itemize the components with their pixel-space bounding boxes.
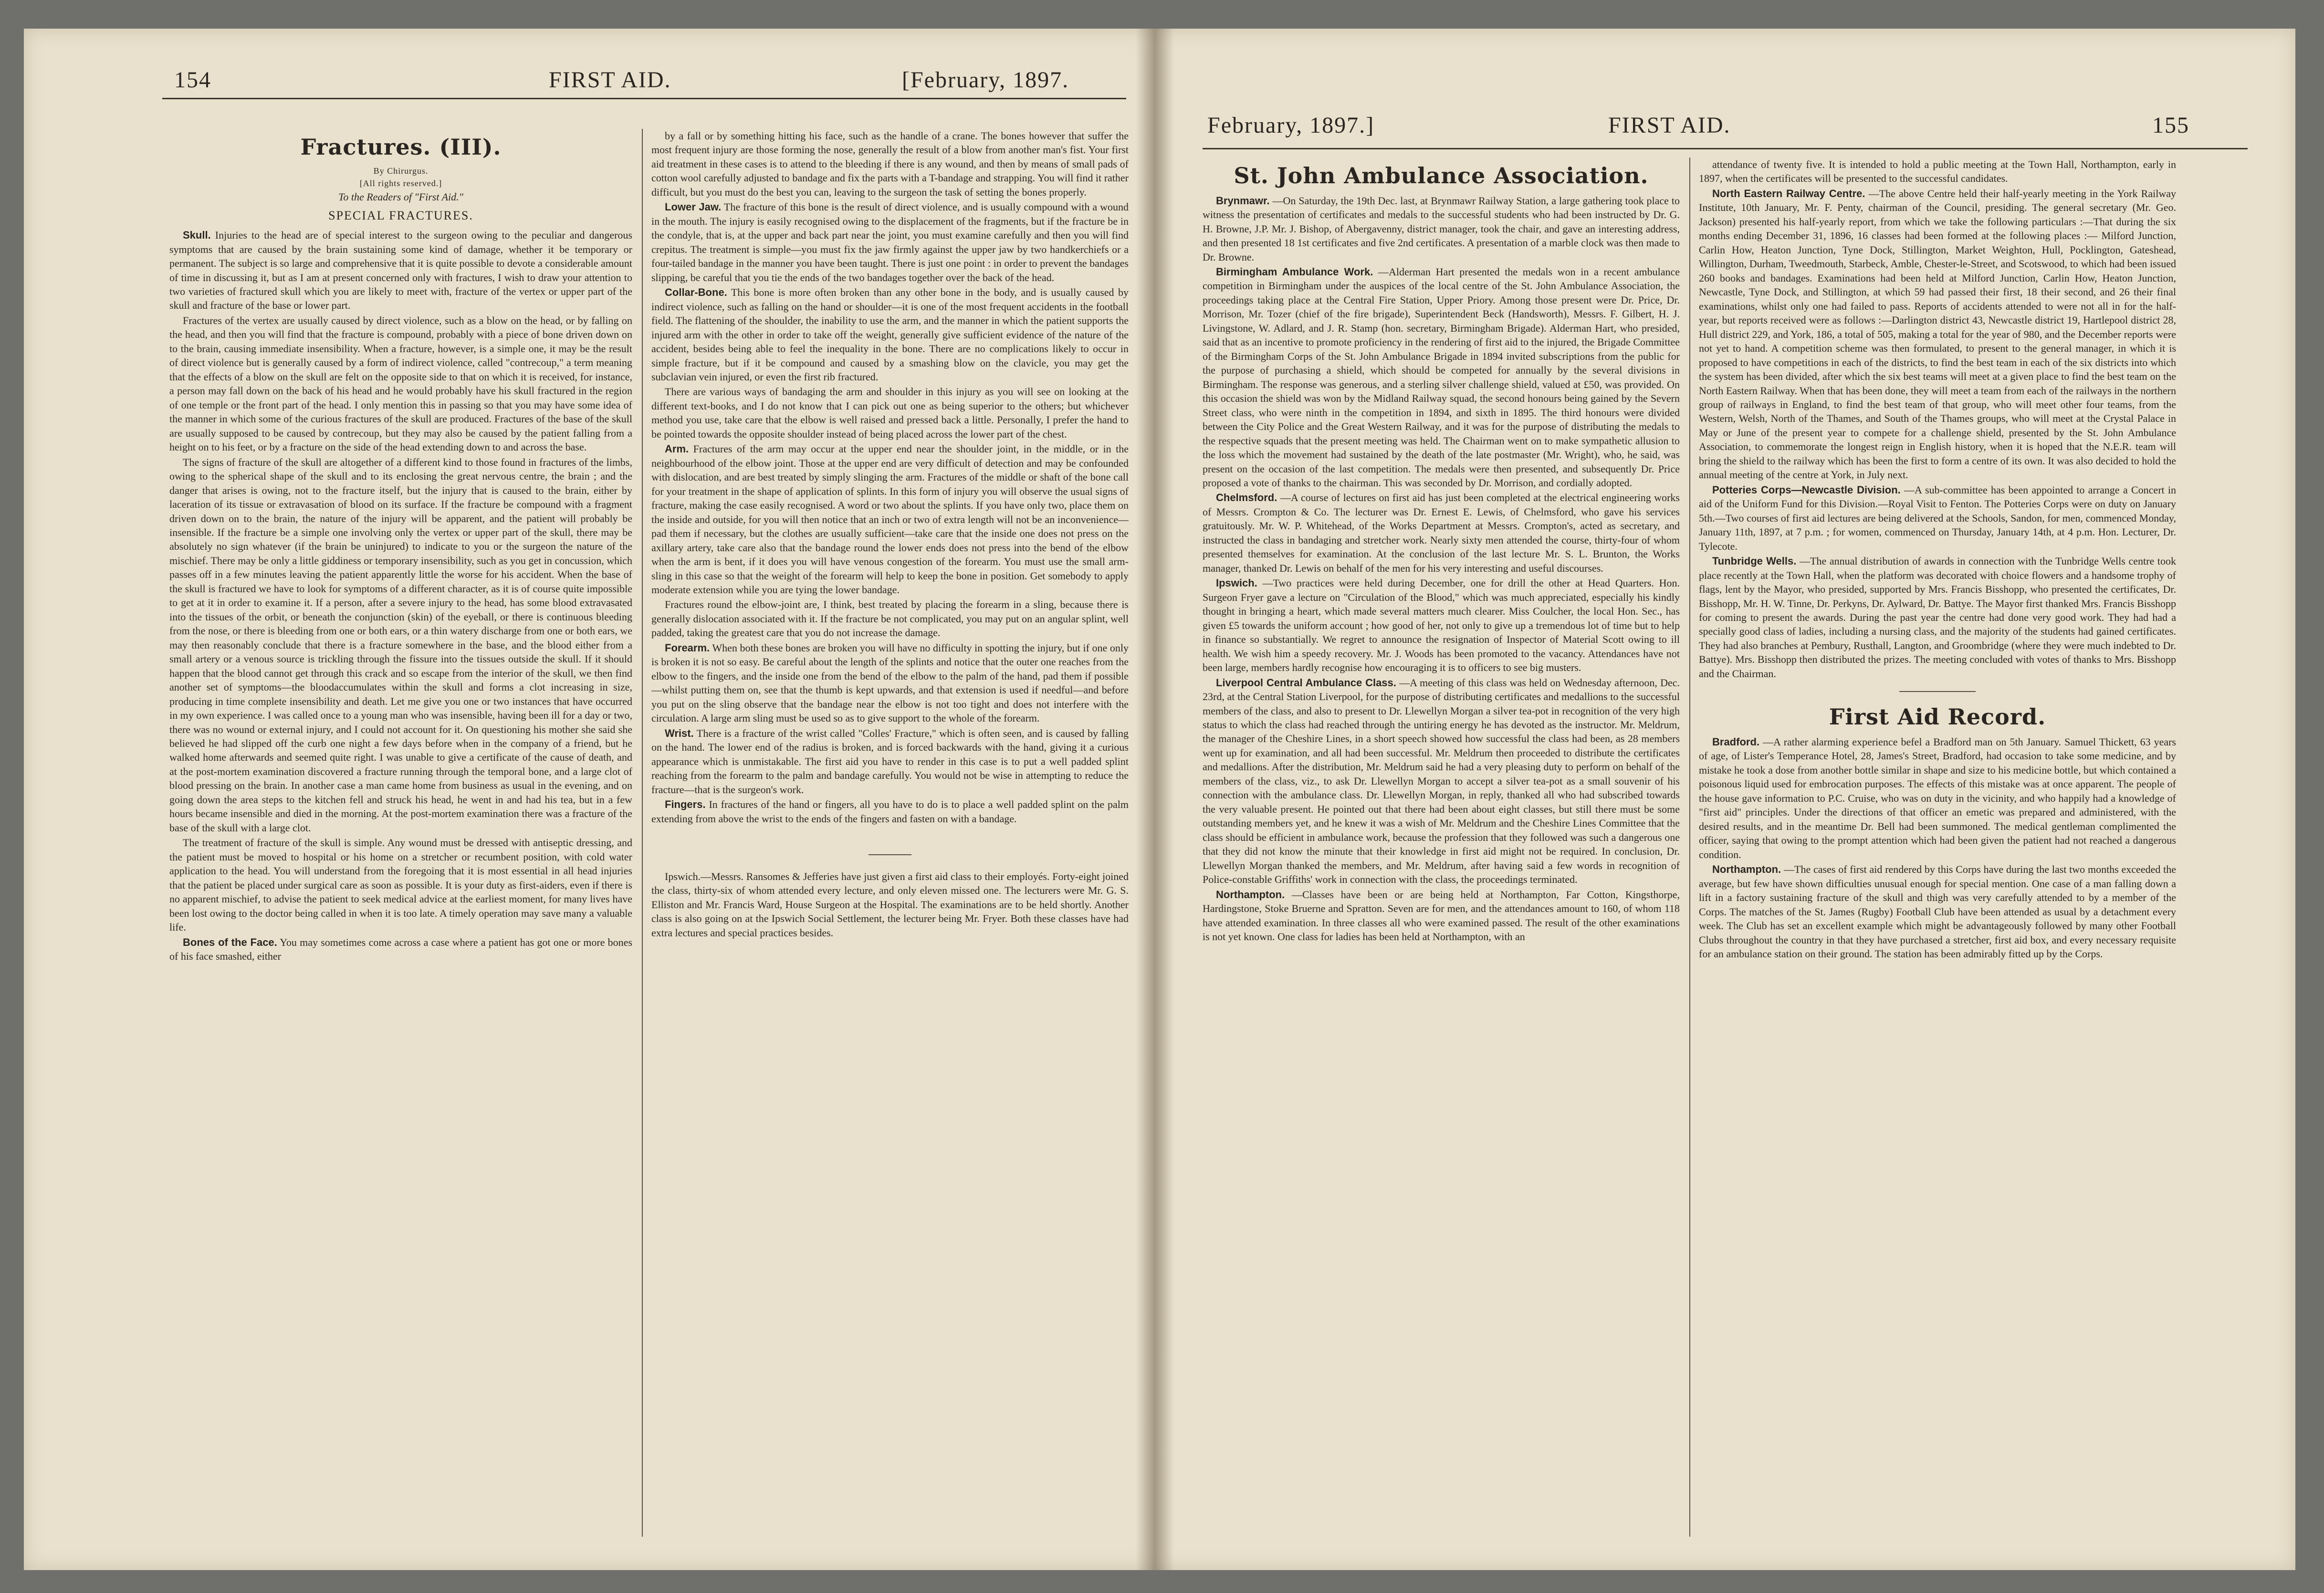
paragraph xyxy=(169,314,632,454)
paragraph-text: —The above Centre held their half-yearly meeting in the York Railway Institute, 10th January, Mr. F. Penty, chairman of the Council, presiding. The general secretary (Mr. Geo. Jackson) presented his half-yearly report, from which we take the following particulars :—That during the six months ending December 31, 1896, 16 classes had been formed at the following places :— Milford Junction, Carlin How, Heaton Junction, Tyne Dock, Stillington, Market Weighton, Hull, Pocklington, Gateshead, Willington, Durham, Tweedmouth, Starbeck, Amble, Chester-le-Street, and Scotswood, to which had been issued 260 books and bandages. Examinations had been held at Milford Junction, Carlin How, Heaton Junction, Newcastle, Tyne Dock, and Stillington, at which 59 had passed their first, 18 their second, and 26 their final examinations, whilst only one had failed to pass. Reports of accidents attended to were not all in for the half-year, but reports received were as follows :—Darlington district 43, Newcastle district 19, Hartlepool district 28, Hull district 229, and York, 186, a total of 505, making a total for the year of 980, and the December reports were not yet to hand. A competition scheme was then formulated, to present to the general manager, in which it is proposed to have competitions in each of the districts, to find the best team in each of the six districts into which the system has been divided, after which the six best teams will meet at a given place to find the best team on the North Eastern Railway. When that has been done, they will meet a team from each of the railways in the northern group of railways in England, to find the best team of that group, who will meet other four teams, from the Western, Welsh, North of the Thames, and South of the Thames groups, who will meet at the Crystal Palace in May or June of the present year to compete for a challenge shield, presented by the St. John Ambulance Association, to commemorate the longest reign in English history, when it is hoped that the N.E.R. team will bring the shield to the railway which has been the first to form a centre of its own. It was also decided to hold the annual meeting of the centre at York, in July next. xyxy=(1699,187,2176,481)
paragraph-lead: Tunbridge Wells. xyxy=(1712,555,1797,567)
paragraph xyxy=(651,200,1129,284)
paragraph xyxy=(651,870,1129,940)
paragraph-lead: Forearm. xyxy=(665,641,710,654)
paragraph-text: —Alderman Hart presented the medals won in a recent ambulance competition in Birmingham under the auspices of the local centre of the St. John Ambulance Association, the proceedings taking place at the Central Fire Station, Upper Priory. Among those present were Dr. Price, Dr. Morrison, Mr. Tozer (chief of the fire brigade), Superintendent Beck (Handsworth), Messrs. F. Gilbert, H. J. Livingstone, W. Adlard, and J. R. Stamp (hon. secretary, Birmingham Brigade). Alderman Hart, who presided, said that as an incentive to promote proficiency in the rendering of first aid to the injured, the Brigade Committee of the Birmingham Corps of the St. John Ambulance Brigade in 1894 invited subscriptions from the public for the purpose of purchasing a shield, which should be competed for annually by the several divisions in Birmingham. The response was generous, and a sterling silver challenge shield, valued at £50, was provided. On this occasion the shield was won by the Midland Railway squad, the second honours being gained by the Severn Street class, who were ninth in the competition in 1894, and sixth in 1895. The third honours were divided between the City Police and the Great Western Railway, and it was for the purpose of distributing the medals to the respective squads that the present meeting was held. The Chairman went on to make sympathetic allusion to the loss which the movement had sustained by the death of the late postmaster (Mr. Wright), who, he said, was present on the occasion of the last competition. The medals were then presented, and subsequently Dr. Price proposed a vote of thanks to the chairman. This was seconded by Dr. Morrison, and cordially adopted. xyxy=(1203,265,1680,489)
paragraph-text: The treatment of fracture of the skull is simple. Any wound must be dressed with antiseptic dressing, and the patient must be moved to hospital or his home on a stretcher or recumbent position, with cold water application to the head. You will understand from the foregoing that it is most essential in all head injuries that the patient be placed under surgical care as soon as possible. It is your duty as first-aiders, even if there is no apparent mischief, to advise the patient to seek medical advice at the earliest moment, for many lives have been lost owing to the doctor being called in when it is too late. A timely operation may save many a valuable life. xyxy=(169,837,632,933)
paragraph-text: The fracture of this bone is the result of direct violence, and is usually compound with a wound in the mouth. The injury is easily recognised owing to the displacement of the fragments, but if the fracture be in the condyle, that is, at the upper and back part near the joint, you must examine carefully and then you will find crepitus. The treatment is simple—you must fix the jaw firmly against the upper jaw by two handkerchiefs or a four-tailed bandage in the manner you have been taught. There is just one point : in order to prevent the bandages slipping, be careful that you tie the ends of the two bandages together over the back of the head. xyxy=(651,201,1129,283)
paragraph xyxy=(1699,157,2176,186)
paragraph-lead: Fingers. xyxy=(665,798,706,811)
paragraph xyxy=(169,228,632,313)
article-rights: [All rights reserved.] xyxy=(359,178,442,188)
paragraph xyxy=(169,935,632,964)
paragraph xyxy=(1699,862,2176,961)
paragraph xyxy=(169,836,632,934)
paragraph-text: Fractures of the arm may occur at the upper end near the shoulder joint, in the middle, or in the neighbourhood of the elbow joint. Those at the upper end are very difficult of detection and may be confounded with dislocation, and are best treated by simply slinging the arm. Fractures of the middle or shaft of the bone call for your treatment in the shape of application of splints. In this form of injury you will observe the usual signs of fracture, making the case easily recognised. A word or two about the splints. If you have only two, place them on the inside and outside, for you will then notice that an inch or two of extra length will not be an inconvenience—pad them if necessary, but the clothes are usually sufficient—take care that the inside one does not press on the axillary artery, take care also that the bandage round the lower ends does not press into the bend of the elbow when the arm is bent, if it does you will have venous congestion of the forearm. You must use the small arm-sling in this case so that the weight of the forearm will help to keep the bone in position. Get somebody to apply moderate extension while you are tying the lower bandage. xyxy=(651,443,1129,596)
paragraph-text: Ipswich.—Messrs. Ransomes & Jefferies have just given a first aid class to their employés. Forty-eight joined the class, thirty-six of whom attended every lecture, and only eleven missed one. The lecturers were Mr. G. S. Elliston and Mr. Francis Ward, House Surgeon at the Hospital. The examinations are to be held shortly. Another class is also going on at the Ipswich Social Settlement, the lecturer being Mr. Fryer. Both these classes have had extra lectures and special practices besides. xyxy=(651,870,1129,939)
paragraph-lead: Ipswich. xyxy=(1216,577,1257,589)
right-running-title: FIRST AID. xyxy=(1608,113,1731,138)
paragraph xyxy=(169,455,632,835)
paragraph-text: When both these bones are broken you will have no difficulty in spotting the injury, but if one only is broken it is not so easy. Be careful about the length of the splints and notice that the outer one reaches from the elbow to the fingers, and the inside one from the bend of the elbow to the palm of the hand, pad them if possible—whilst putting them on, see that the thumb is kept upwards, and that extension is used if needful—and before you put on the sling observe that the bandage near the elbow is not too tight and does not interfere with the circulation. A large arm sling must be used so as to give support to the whole of the forearm. xyxy=(651,641,1129,724)
paragraph-text: Fractures of the vertex are usually caused by direct violence, such as a blow on the head, or by falling on the head, and then you will find that the fracture is compound, probably with a piece of bone driven down on to the brain, causing immediate insensibility. When a fracture, however, is a simple one, it may be the result of direct violence but is generally caused by a form of indirect violence, called "contrecoup," a term meaning that the effects of a blow on the skull are felt on the opposite side to that on which it is received, for instance, a person may fall down on the back of his head and he would probably have his skull fractured in the region of one temple or the front part of the head. I only mention this in passing so that you may have some idea of the manner in which some of the curious fractures of the skull are produced. Fractures of the base of the skull are usually supposed to be caused by contrecoup, but they may also be caused by the patient falling from a height on to his feet, or by a fracture on the side of the head extending down to and across the base. xyxy=(169,314,632,453)
right-column-2 xyxy=(1699,157,2176,1541)
paragraph xyxy=(1203,194,1680,264)
left-column-divider xyxy=(642,129,643,1537)
paragraph-lead: North Eastern Railway Centre. xyxy=(1712,187,1865,199)
paragraph-text: There is a fracture of the wrist called "Colles' Fracture," which is often seen, and is caused by falling on the hand. The lower end of the radius is broken, and is forced backwards with the hand, giving it a curious appearance which is unmistakable. The first aid you have to render in this case is to put a well padded splint reaching from the forearm to the palm and bandage carefully. You would not be wise in attempting to reduce the fracture—that is the surgeon's work. xyxy=(651,727,1129,796)
paragraph xyxy=(1203,265,1680,490)
paragraph xyxy=(1203,576,1680,674)
left-header-rule xyxy=(162,98,1126,99)
paragraph xyxy=(1203,676,1680,887)
paragraph-lead: Chelmsford. xyxy=(1216,492,1277,504)
right-column-2-body xyxy=(1699,157,2176,961)
paragraph xyxy=(651,129,1129,199)
right-date: February, 1897.] xyxy=(1207,113,1375,138)
paragraph-text: —A sub-committee has been appointed to arrange a Concert in aid of the Uniform Fund for this Division.—Royal Visit to Fenton. The Potteries Corps were on duty on January 5th.—Two courses of first aid lectures are being delivered at the Schools, Sandon, for men, commenced Monday, January 11th, 1897, at 7 p.m. ; for women, commenced on Thursday, January 14th, at 4 p.m. Hon. Lecturer, Dr. Tylecote. xyxy=(1699,483,2176,552)
paragraph xyxy=(1699,483,2176,553)
paragraph-lead: Potteries Corps—Newcastle Division. xyxy=(1712,483,1901,496)
paragraph xyxy=(1699,735,2176,861)
paragraph-lead: Birmingham Ambulance Work. xyxy=(1216,265,1373,278)
paragraph xyxy=(651,442,1129,597)
paragraph-text: You may sometimes come across a case where a patient has got one or more bones of his face smashed, either xyxy=(169,936,632,963)
paragraph-text: —The cases of first aid rendered by this Corps have during the last two months exceeded the average, but few have shown difficulties unusual enough for special mention. One case of a man falling down a lift in a factory sustaining fracture of the skull and thigh was very carefully attended to by a member of the Corps. The matches of the St. James (Rugby) Football Club have been attended as usual by a detachment every week. The Club has set an excellent example which might be advantageously followed by many other Football Clubs throughout the country in that they have purchased a stretcher, first aid box, and every necessary requisite for an ambulance station on their ground. The station has been admirably fitted up by the Corps. xyxy=(1699,863,2176,960)
paragraph-lead: Bones of the Face. xyxy=(183,936,277,948)
left-running-title: FIRST AID. xyxy=(549,67,671,93)
book-gutter xyxy=(1136,29,1174,1570)
section-title: St. John Ambulance Association. xyxy=(1234,163,1649,189)
left-column-1-body xyxy=(169,228,632,963)
paragraph-lead: Skull. xyxy=(183,229,211,241)
right-header-rule xyxy=(1203,148,2248,149)
paragraph-text: attendance of twenty five. It is intended to hold a public meeting at the Town Hall, Northampton, early in 1897, when the certificates will be presented to the successful candidates. xyxy=(1699,158,2176,185)
left-page-number: 154 xyxy=(174,67,211,93)
paragraph-text: Fractures round the elbow-joint are, I think, best treated by placing the forearm in a sling, because there is generally dislocation associated with it. If the fracture be not complicated, you may put on an angular splint, well padded, taking the greatest care that you do not increase the damage. xyxy=(651,598,1129,639)
section-heading: First Aid Record. xyxy=(1829,704,2046,730)
divider-rule xyxy=(869,854,911,855)
paragraph-lead: Lower Jaw. xyxy=(665,201,722,213)
paragraph xyxy=(1203,491,1680,575)
left-date: [February, 1897. xyxy=(902,67,1069,93)
left-column-2 xyxy=(651,129,1129,1541)
paragraph-text: —Two practices were held during December, one for drill the other at Head Quarters. Hon. Surgeon Fryer gave a lecture on "Circulation of the Blood," which was much appreciated, especially his kindly thought in bringing a heart, which made several matters much clearer. Miss Coulcher, the local Hon. Sec., has given £5 towards the uniform account ; how good of her, not only to give up a tremendous lot of time but to help in finance so substantially. We regret to announce the resignation of Inspector of Material Scott owing to ill health. We wish him a speedy recovery. Mr. J. Woods has been promoted to the vacancy. Attendances have not been large, members hardly recognise how encouraging it is to officers to see big musters. xyxy=(1203,577,1680,674)
right-column-1 xyxy=(1203,157,1680,1541)
paragraph-lead: Northampton. xyxy=(1712,863,1781,876)
paragraph-text: —A course of lectures on first aid has just been completed at the electrical engineering works of Messrs. Crompton & Co. The lecturer was Dr. Ernest E. Lewis, of Chelmsford, who gave his services gratuitously. Mr. W. P. Whitehead, of the Works Department at Messrs. Crompton's, acted as secretary, and instructed the class in bandaging and stretcher work. Nearly sixty men attended the course, thirty-four of whom presented themselves for examination. At the conclusion of the last lecture Mr. S. L. Brunton, the Works manager, thanked Dr. Lewis on behalf of the men for his very interesting and useful discourses. xyxy=(1203,492,1680,574)
right-column-divider xyxy=(1689,157,1690,1537)
paragraph-text: In fractures of the hand or fingers, all you have to do is to place a well padded splint on the palm extending from above the wrist to the ends of the fingers and fasten on with a bandage. xyxy=(651,798,1129,825)
paragraph xyxy=(651,285,1129,384)
paragraph xyxy=(1699,554,2176,681)
paragraph-lead: Bradford. xyxy=(1712,735,1759,748)
paragraph-lead: Wrist. xyxy=(665,727,694,739)
paragraph-text: The signs of fracture of the skull are altogether of a different kind to those found in fractures of the limbs, owing to the spherical shape of the skull and to its enclosing the great nervous centre, the brain ; and the danger that arises is owing, not to the fracture itself, but the injury that is caused to the brain, either by laceration of its tissue or extravasation of blood on its surface. If the fracture be compound with a fragment driven down on to the brain, the nature of the injury will be apparent, and the patient will probably be insensible. If the fracture be a simple one involving only the vertex or upper part of the skull, there may be absolutely no sign whatever (if the brain be uninjured) to indicate to you or the surgeon the nature of the mischief. There may be only a little giddiness or temporary insensibility, such as you get in concussion, which passes off in a few minutes leaving the patient apparently little the worse for his accident. When the base of the skull is fractured we have to look for symptoms of a different character, as it is of course quite impossible to get at it in order to examine it. If a person, after a severe injury to the head, has some blood extravasated into the tissues of the orbit, or beneath the conjunction (skin) of the eyeball, or there is continuous bleeding from the nose, or there is bleeding from one or both ears, or a thin watery discharge from one or both ears, we may then reasonably conclude that there is a fracture somewhere in the base, and the blood either from a small artery or a venous source is trickling through the fissure into the tissues outside the skull. If it should happen that the blood cannot get through this crack and so escape from the interior of the skull, we then find another set of symptoms—the bloodaccumulates within the skull and forms a clot increasing in size, producing in time complete insensibility and death. Let me give you one or two instances that have occurred in my own experience. I was called once to a young man who was insensible, having been ill for a day or two, there was no wound or external injury, and I could not account for it. On questioning his mother she said she believed he had slipped off the curb one night a few days before when in the company of a friend, but he walked home afterwards and seemed quite right. I was unable to give a certificate of the cause of death, and at the post-mortem examination discovered a fracture running through the temporal bone, and a large clot of blood pressing on the brain. In another case a man came home from business as usual in the evening, and on going down the area steps to the kitchen fell and struck his head, he went in and had his tea, but in a few hours became insensible and died in the morning. At the post-mortem examination there was a fracture of the base of the skull with a large clot. xyxy=(169,456,632,834)
section-heading: SPECIAL FRACTURES. xyxy=(328,209,473,223)
paragraph-text: —A meeting of this class was held on Wednesday afternoon, Dec. 23rd, at the Central Station Liverpool, for the purpose of distributing certificates and medallions to the successful members of the class, and also to present to Dr. Llewellyn Morgan a silver tea-pot in recognition of the very high status to which the class had reached through the untiring energy he has devoted as the instructor. Mr. Meldrum, the manager of the Cheshire Lines, in a short speech showed how successful the class had been, as 28 members went up for examination, and all had been successful. Mr. Meldrum then proceeded to distribute the certificates and medallions. After the distribution, Mr. Meldrum said he had a very pleasing duty to perform on behalf of the members of the class, viz., to ask Dr. Llewellyn Morgan to accept a silver tea-pot as a small souvenir of his connection with the ambulance class. Dr. Llewellyn Morgan, in reply, thanked all who had subscribed towards the very valuable present. He pointed out that there had been about eight classes, but still there must be some outstanding members yet, and he knew it was a wish of Mr. Meldrum and the Cheshire Lines Committee that the class should be efficient in ambulance work, because the profession that they followed was such a dangerous one that they did not know the minute that their knowledge in first aid might not be required. In conclusion, Dr. Llewellyn Morgan thanked the members, and Mr. Meldrum, after having said a few words in recognition of Police-constable Griffiths' work in connection with the class, the proceedings terminated. xyxy=(1203,676,1680,886)
paragraph xyxy=(1699,187,2176,482)
paragraph-lead: Northampton. xyxy=(1216,888,1285,901)
article-dedication: To the Readers of "First Aid." xyxy=(338,190,463,203)
paragraph-lead: Collar-Bone. xyxy=(665,286,727,299)
paragraph-text: —Classes have been or are being held at Northampton, Far Cotton, Kingsthorpe, Hardingstone, Stoke Bruerne and Spratton. Seven are for men, and the attendances amount to 160, of whom 118 have attended examination. In three classes all who were examined passed. The result of the other examinations is not yet known. One class for ladies has been held at Northampton, with an xyxy=(1203,888,1680,943)
paragraph xyxy=(651,597,1129,639)
paragraph xyxy=(1203,888,1680,944)
paragraph-text: There are various ways of bandaging the arm and shoulder in this injury as you will see on looking at the different text-books, and I do not know that I can pick out one as being superior to the others; but whichever method you use, take care that the elbow is well raised and pressed back a little. Personally, I prefer the hand to be pointed towards the opposite shoulder instead of being placed across the lower part of the chest. xyxy=(651,386,1129,440)
paragraph xyxy=(651,641,1129,725)
paragraph-lead: Brynmawr. xyxy=(1216,194,1270,207)
paragraph-text: —A rather alarming experience befel a Bradford man on 5th January. Samuel Thickett, 63 years of age, of Lister's Temperance Hotel, 28, James's Street, Bradford, had occasion to take some medicine, and by mistake he took a dose from another bottle similar in shape and size to his medicine bottle, but which contained a poisonous liquid used for embrocation purposes. The effects of this mistake was at once apparent. The people of the house gave information to P.C. Cruise, who was on duty in the vicinity, and who happily had a knowledge of "first aid" principles. Under the directions of that officer an emetic was prepared and administered, with the desired results, and in the meantime Dr. Bell had been summoned. The medical gentleman complimented the officer, saying that owing to the prompt attention which had been given the patient had not reached a dangerous condition. xyxy=(1699,735,2176,860)
paragraph xyxy=(651,726,1129,796)
paragraph-lead: Arm. xyxy=(665,443,689,455)
article-title: Fractures. (III). xyxy=(300,134,502,160)
right-page-number: 155 xyxy=(2152,113,2189,138)
paragraph-lead: Liverpool Central Ambulance Class. xyxy=(1216,676,1396,689)
article-byline: By Chirurgus. xyxy=(373,166,429,176)
paragraph-text: —The annual distribution of awards in connection with the Tunbridge Wells centre took place recently at the Town Hall, when the platform was decorated with choice flowers and a handsome trophy of flags, lent by the Mayor, who presided, supported by Mrs. Francis Bisshopp, who presented the certificates, Dr. Bisshopp, Mr. H. W. Tinne, Dr. Perkyns, Dr. Aylward, Dr. Battye. The Mayor first thanked Mrs. Francis Bisshopp for coming to present the awards. During the past year the centre had done very good work. They had had a specially good class of ladies, including a nursing class, and the majority of the students had gained certificates. They had also branches at Pembury, Rusthall, Langton, and Groombridge (where they were much indebted to Dr. Battye). Mrs. Bisshopp then distributed the prizes. The meeting concluded with votes of thanks to Mrs. Bisshopp and the Chairman. xyxy=(1699,555,2176,680)
paragraph-text: —On Saturday, the 19th Dec. last, at Brynmawr Railway Station, a large gathering took place to witness the presentation of certificates and medals to the successful students who had been instructed by Dr. G. H. Browne, J.P. Mr. J. Bishop, of Abergavenny, district manager, took the chair, and gave an interesting address, and then presented 18 1st certificates and five 2nd certificates. A presentation of a marble clock was then made to Dr. Browne. xyxy=(1203,194,1680,263)
paragraph xyxy=(651,385,1129,441)
paragraph-text: by a fall or by something hitting his face, such as the handle of a crane. The bones however that suffer the most frequent injury are those forming the nose, generally the result of a blow from another man's fist. Your first aid treatment in these cases is to attend to the bleeding if there is any wound, and then by means of small pads of cotton wool carefully adjusted to bandage and fix the parts with a T-bandage and strapping. You will find it rather difficult, but you must do the best you can, leaving to the surgeon the task of setting the bones properly. xyxy=(651,130,1129,198)
paragraph xyxy=(651,797,1129,826)
paragraph-text: This bone is more often broken than any other bone in the body, and is usually caused by indirect violence, such as falling on the hand or shoulder—it is one of the most frequent accidents in the football field. The flattening of the shoulder, the inability to use the arm, and the manner in which the patient supports the injured arm with the other in order to take off the weight, generally give sufficient evidence of the nature of the accident, besides being able to feel the inequality in the bone. There are no complications likely to occur in simple fracture, but if it be compound and caused by a smashing blow on the clavicle, you may get the subclavian vein injured, or even the first rib fractured. xyxy=(651,286,1129,383)
right-column-1-body xyxy=(1203,194,1680,944)
left-column-2-body xyxy=(651,129,1129,940)
paragraph-text: Injuries to the head are of special interest to the surgeon owing to the peculiar and dangerous symptoms that are caused by the brain sustaining some kind of damage, whether it be temporary or permanent. The subject is so large and comprehensive that it is quite possible to devote a considerable amount of time in discussing it, but as I am at present concerned only with fractures, I wish to draw your attention to two varieties of fractured skull which you are likely to meet with, fracture of the vertex or upper part of the skull and fracture of the base or lower part. xyxy=(169,229,632,312)
section-rule xyxy=(1899,691,1976,692)
left-column-1 xyxy=(169,129,632,1541)
